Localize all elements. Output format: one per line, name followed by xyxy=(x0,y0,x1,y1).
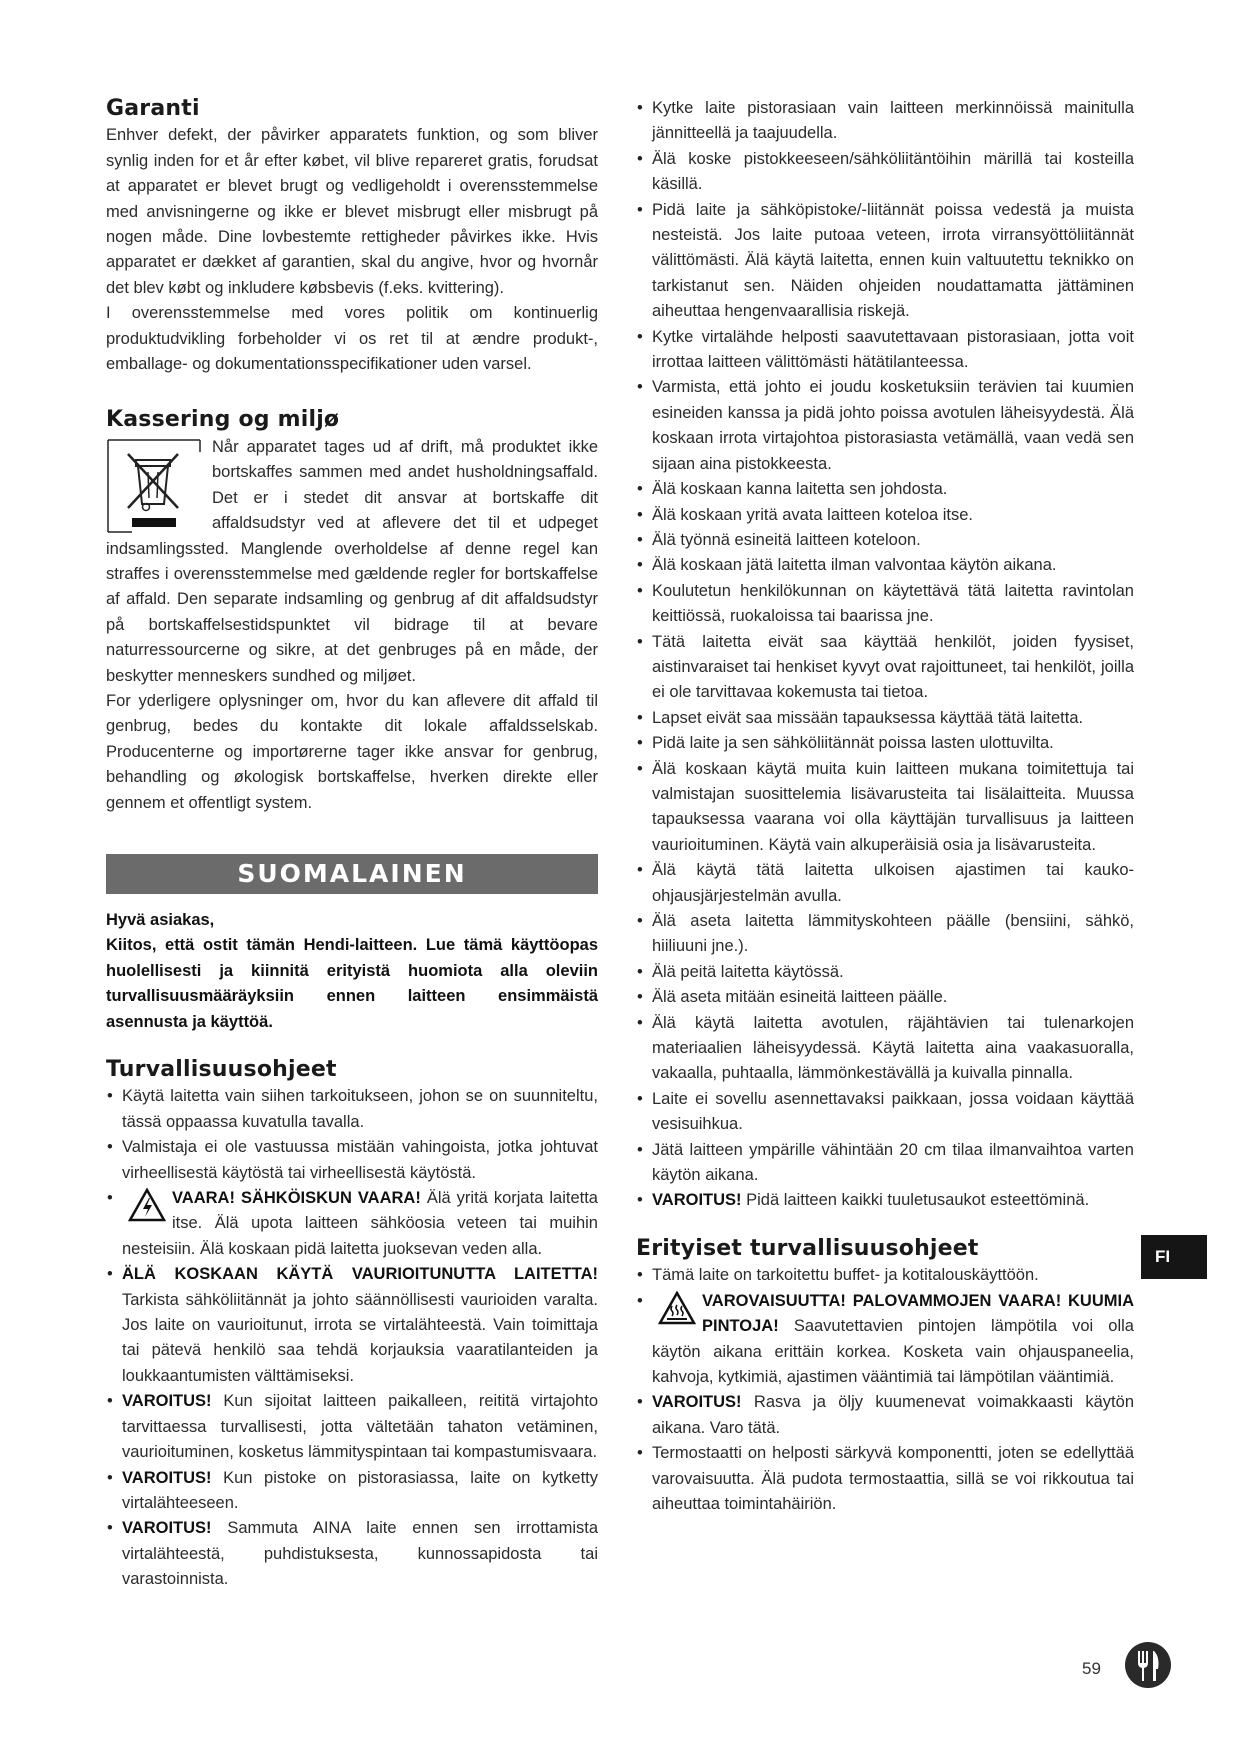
garanti-paragraph-2: I overensstemmelse med vores politik om kontinuerlig produktudvikling forbeholder vi os ret til at ændre produkt-, emballage- og dokumentationsspecifikationer uden varsel. xyxy=(106,304,598,374)
list-item: • Älä koskaan kanna laitetta sen johdosta. xyxy=(636,477,1134,502)
list-item: • ÄLÄ KOSKAAN KÄYTÄ VAURIOITUNUTTA LAITETTA! Tarkista sähköliitännät ja johto säännöllisesti vaurioiden varalta. Jos laite on vaurioitunut, irrota se virtalähteestä. Vain toimittaja tai pätevä henkilö saa tehdä korjauksia vaaratilanteiden ja loukkaantumisten välttämiseksi. xyxy=(106,1262,598,1389)
list-item: • VAROITUS! Kun sijoitat laitteen paikalleen, reititä virtajohto tarvittaessa turvallisesti, jotta vältetään tahaton vetäminen, vaurioituminen, kosketus lämmityspintaan tai kompastumisvaara. xyxy=(106,1389,598,1465)
list-item: • Älä aseta mitään esineitä laitteen päälle. xyxy=(636,985,1134,1010)
list-item: • Älä koskaan käytä muita kuin laitteen mukana toimitettuja tai valmistajan suosittelemia lisävarusteita tai lisälaitteita. Muussa tapauksessa vaarana voi olla käyttäjän turvallisuus ja laitteen vaurioituminen. Käytä vain alkuperäisiä osia ja lisävarusteita. xyxy=(636,757,1134,859)
intro-text: Kiitos, että ostit tämän Hendi-laitteen. Lue tämä käyttöopas huolellisesti ja kiinnitä erityistä huomiota alla oleviin turvallisuusmääräyksiin ennen laitteen ensimmäistä asennusta ja käyttöä. xyxy=(106,936,598,1031)
kassering-section xyxy=(106,435,598,689)
list-item: • VAROITUS! Rasva ja öljy kuumenevat voimakkaasti käytön aikana. Varo tätä. xyxy=(636,1390,1134,1441)
garanti-paragraph-1: Enhver defekt, der påvirker apparatets funktion, og som bliver synlig inden for et år efter købet, vil blive repareret gratis, forudsat at apparatet er blevet brugt og vedligeholdt i overensstemmelse med anvisningerne og ikke er blevet misbrugt eller misbrugt på nogen måde. Dine lovbestemte rettigheder påvirkes ikke. Hvis apparatet er dækket af garantien, skal du angive, hvor og hvornår det blev købt og inkludere købsbevis (f.eks. kvittering). xyxy=(106,126,598,297)
list-item: • Laite ei sovellu asennettavaksi paikkaan, jossa voidaan käyttää vesisuihkua. xyxy=(636,1087,1134,1138)
list-item: • Lapset eivät saa missään tapauksessa käyttää tätä laitetta. xyxy=(636,706,1134,731)
list-item: • Jätä laitteen ympärille vähintään 20 cm tilaa ilmanvaihtoa varten käytön aikana. xyxy=(636,1138,1134,1189)
list-item: • VAARA! SÄHKÖISKUN VAARA! Älä yritä korjata laitetta itse. Älä upota laitteen sähköosia veteen tai muihin nesteisiin. Älä koskaan pidä laitetta juoksevan veden alla. xyxy=(106,1186,598,1262)
erityiset-heading: Erityiset turvallisuusohjeet xyxy=(636,1235,979,1261)
cutlery-logo-icon xyxy=(1124,1641,1172,1694)
list-item: • Kytke laite pistorasiaan vain laitteen merkinnöissä mainitulla jännitteellä ja taajuudella. xyxy=(636,96,1134,147)
crossed-out-wheelie-bin-icon xyxy=(106,438,202,534)
list-item: • Kytke virtalähde helposti saavutettavaan pistorasiaan, jotta voit irrottaa laitteen välittömästi hätätilanteessa. xyxy=(636,325,1134,376)
list-item: • Termostaatti on helposti särkyvä komponentti, joten se edellyttää varovaisuutta. Älä pudota termostaattia, sillä se voi rikkoutua tai aiheuttaa toimintahäiriön. xyxy=(636,1441,1134,1517)
kassering-paragraph-1: Når apparatet tages ud af drift, må produktet ikke bortskaffes sammen med andet husholdningsaffald. Det er i stedet dit ansvar at bortskaffe dit affaldsudstyr ved at aflevere det til et udpeget indsamlingssted. Manglende overholdelse af denne regel kan straffes i overensstemmelse med gældende regler for bortskaffelse af affald. Den separate indsamling og genbrug af dit affaldsudstyr på bortskaffelsestidspunktet vil bidrage til at bevare naturressourcerne og sikre, at det genbruges på en måde, der beskytter menneskers sundhed og miljøet. xyxy=(106,437,598,685)
list-item: • Älä koskaan yritä avata laitteen koteloa itse. xyxy=(636,503,1134,528)
list-item: • VAROITUS! Pidä laitteen kaikki tuuletusaukot esteettöminä. xyxy=(636,1188,1134,1213)
turvallisuus-heading: Turvallisuusohjeet xyxy=(106,1057,337,1082)
list-item: • Tämä laite on tarkoitettu buffet- ja kotitalouskäyttöön. xyxy=(636,1263,1134,1288)
kassering-heading: Kassering og miljø xyxy=(106,407,340,433)
list-item: • Varmista, että johto ei joudu kosketuksiin terävien tai kuumien esineiden kanssa ja pidä johto poissa avotulen läheisyydestä. Älä koskaan irrota virtajohtoa pistorasiasta vetämällä, vaan vedä sen sijaan aina pistokkeesta. xyxy=(636,375,1134,477)
list-item: • Älä aseta laitetta lämmityskohteen päälle (bensiini, sähkö, hiiliuuni jne.). xyxy=(636,909,1134,960)
electric-shock-warning-icon xyxy=(128,1188,166,1230)
list-item: • Pidä laite ja sähköpistoke/-liitännät poissa vedestä ja muista nesteistä. Jos laite putoaa veteen, irrota virransyöttöliitännät välittömästi. Älä käytä laitetta, ennen kuin valtuutettu teknikko on tarkistanut sen. Näiden ohjeiden noudattamatta jättäminen aiheuttaa hengenvaarallisia riskejä. xyxy=(636,198,1134,325)
erityiset-list xyxy=(636,1263,1134,1517)
intro-greeting: Hyvä asiakas, xyxy=(106,910,215,929)
list-item: • Tätä laitetta eivät saa käyttää henkilöt, joiden fyysiset, aistinvaraiset tai henkiset kyvyt ovat rajoittuneet, tai henkilöt, joilla ei ole tarvittavaa kokemusta tai tietoa. xyxy=(636,630,1134,706)
list-item: • Älä käytä laitetta avotulen, räjähtävien tai tulenarkojen materiaalien läheisyydessä. Käytä laitetta aina vaakasuoralla, vakaalla, puhtaalla, lämmönkestävällä ja kuivalla pinnalla. xyxy=(636,1011,1134,1087)
list-item: • Älä koskaan jätä laitetta ilman valvontaa käytön aikana. xyxy=(636,553,1134,578)
language-tab: FI xyxy=(1141,1235,1207,1279)
garanti-heading: Garanti xyxy=(106,96,200,121)
list-item: • Älä käytä tätä laitetta ulkoisen ajastimen tai kauko-ohjausjärjestelmän avulla. xyxy=(636,858,1134,909)
left-column xyxy=(106,96,598,1593)
page-number: 59 xyxy=(1082,1659,1101,1678)
list-item: • VAROITUS! Kun pistoke on pistorasiassa, laite on kytketty virtalähteeseen. xyxy=(106,1466,598,1517)
list-item: • Valmistaja ei ole vastuussa mistään vahingoista, jotka johtuvat virheellisestä käytöstä tai virheellisestä käytöstä. xyxy=(106,1135,598,1186)
turvallisuus-list xyxy=(106,1084,598,1592)
right-column xyxy=(636,96,1134,1517)
list-item: • VAROITUS! Sammuta AINA laite ennen sen irrottamista virtalähteestä, puhdistuksesta, kunnossapidosta tai varastoinnista. xyxy=(106,1516,598,1592)
list-item: • Älä peitä laitetta käytössä. xyxy=(636,960,1134,985)
list-item: • Älä koske pistokkeeseen/sähköliitäntöihin märillä tai kosteilla käsillä. xyxy=(636,147,1134,198)
safety-list xyxy=(636,96,1134,1214)
list-item: • VAROVAISUUTTA! PALOVAMMOJEN VAARA! KUUMIA PINTOJA! Saavutettavien pintojen lämpötila voi olla käytön aikana erittäin korkea. Kosketa vain ohjauspaneelia, kahvoja, kytkimiä, ajastimen vääntimiä tai lämpötilan vääntimiä. xyxy=(636,1289,1134,1391)
list-item: • Älä työnnä esineitä laitteen koteloon. xyxy=(636,528,1134,553)
hot-surface-warning-icon xyxy=(658,1291,696,1333)
list-item: • Pidä laite ja sen sähköliitännät poissa lasten ulottuvilta. xyxy=(636,731,1134,756)
kassering-paragraph-2: For yderligere oplysninger om, hvor du kan aflevere dit affald til genbrug, bedes du kontakte dit lokale affaldsselskab. Producenterne og importørerne tager ikke ansvar for genbrug, behandling og økologisk bortskaffelse, hverken direkte eller gennem et offentligt system. xyxy=(106,691,598,812)
language-banner: SUOMALAINEN xyxy=(106,854,598,894)
list-item: • Koulutetun henkilökunnan on käytettävä tätä laitetta ravintolan keittiössä, ruokaloissa tai baarissa jne. xyxy=(636,579,1134,630)
list-item: • Käytä laitetta vain siihen tarkoitukseen, johon se on suunniteltu, tässä oppaassa kuvatulla tavalla. xyxy=(106,1084,598,1135)
